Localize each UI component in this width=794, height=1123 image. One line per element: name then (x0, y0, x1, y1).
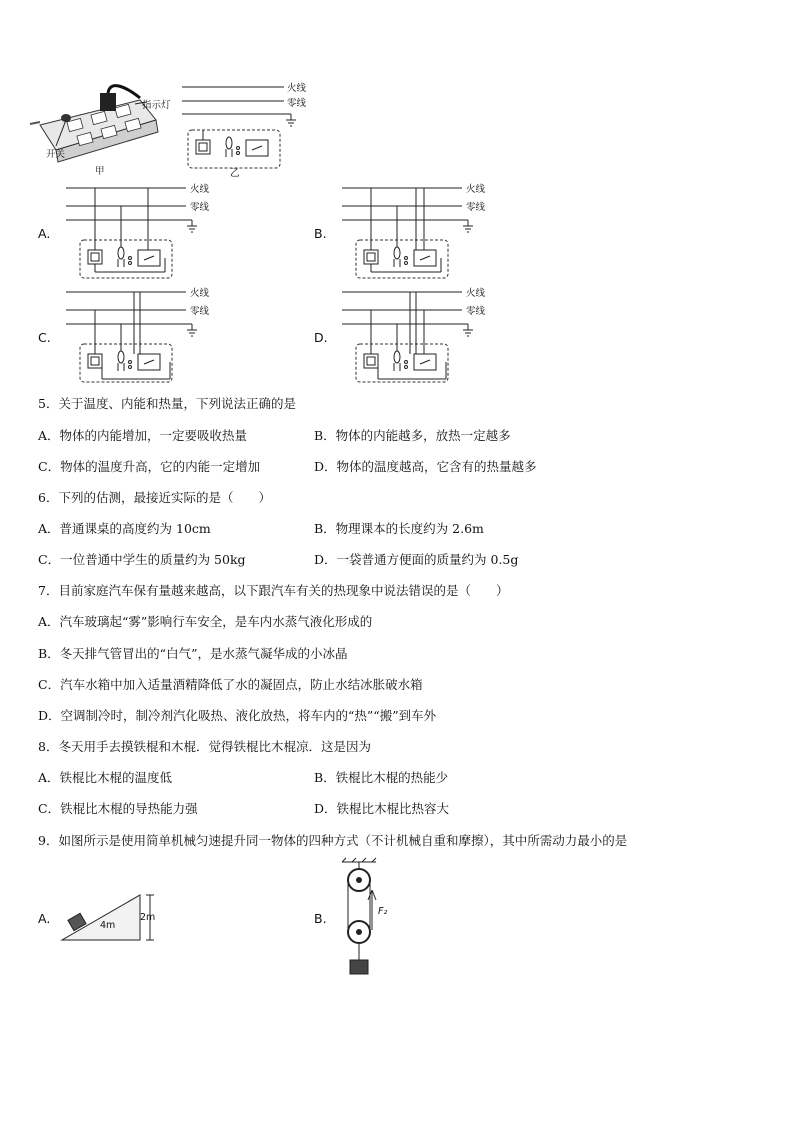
q9-stem: 9．如图所示是使用简单机械匀速提升同一物体的四种方式（不计机械自重和摩擦），其中所需动力最小的是 (38, 833, 628, 848)
q6-option-a: A．普通课桌的高度约为 10cm (38, 521, 211, 536)
neutral-wire-label: 零线 (466, 202, 486, 213)
q5-option-c: C．物体的温度升高，它的内能一定增加 (38, 459, 261, 474)
figure-caption-jia: 甲 (95, 166, 105, 177)
q6-stem: 6．下列的估测，最接近实际的是（ ） (38, 490, 271, 505)
live-wire-label: 火线 (190, 288, 210, 299)
neutral-wire-label: 零线 (287, 98, 307, 109)
live-wire-label: 火线 (466, 288, 486, 299)
q8-option-c: C．铁棍比木棍的导热能力强 (38, 801, 198, 816)
q8-option-d: D．铁棍比木棍比热容大 (314, 801, 450, 816)
incline-height-label: 2m (140, 912, 156, 923)
q5-stem: 5．关于温度、内能和热量，下列说法正确的是 (38, 396, 296, 411)
q7-option-d: D．空调制冷时，制冷剂汽化吸热、液化放热，将车内的“热”“搬”到车外 (38, 708, 437, 723)
q6-option-d: D．一袋普通方便面的质量约为 0.5g (314, 552, 519, 567)
q7-option-b: B．冬天排气管冒出的“白气”，是水蒸气凝华成的小冰晶 (38, 646, 348, 661)
live-wire-label: 火线 (287, 83, 307, 94)
q7-option-a: A．汽车玻璃起“雾”影响行车安全，是车内水蒸气液化形成的 (38, 614, 373, 629)
q4-option-letter: C. (38, 330, 51, 345)
neutral-wire-label: 零线 (466, 306, 486, 317)
incline-length-label: 4m (100, 920, 116, 931)
neutral-wire-label: 零线 (190, 306, 210, 317)
q8-option-a: A．铁棍比木棍的温度低 (38, 770, 173, 785)
q9-option-b-letter: B. (314, 911, 327, 926)
live-wire-label: 火线 (190, 184, 210, 195)
q7-stem: 7．目前家庭汽车保有量越来越高，以下跟汽车有关的热现象中说法错误的是（ ） (38, 583, 509, 598)
q5-option-d: D．物体的温度越高，它含有的热量越多 (314, 459, 537, 474)
q9-option-a-letter: A. (38, 911, 51, 926)
q4-option-letter: D. (314, 330, 328, 345)
q4-option-letter: B. (314, 226, 327, 241)
neutral-wire-label: 零线 (190, 202, 210, 213)
q7-option-c: C．汽车水箱中加入适量酒精降低了水的凝固点，防止水结冰胀破水箱 (38, 677, 423, 692)
live-wire-label: 火线 (466, 184, 486, 195)
pulley-force-label: F₂ (378, 906, 388, 917)
q6-option-c: C．一位普通中学生的质量约为 50kg (38, 552, 246, 567)
q8-stem: 8．冬天用手去摸铁棍和木棍．觉得铁棍比木棍凉．这是因为 (38, 739, 371, 754)
q6-option-b: B．物理课本的长度约为 2.6m (314, 521, 484, 536)
figure-caption-yi: 乙 (230, 168, 240, 179)
q4-option-letter: A. (38, 226, 51, 241)
q5-option-a: A．物体的内能增加，一定要吸收热量 (38, 428, 248, 443)
q8-option-b: B．铁棍比木棍的热能少 (314, 770, 449, 785)
switch-label: 开关 (46, 149, 66, 160)
indicator-label: 指示灯 (142, 100, 171, 111)
q5-option-b: B．物体的内能越多，放热一定越多 (314, 428, 511, 443)
